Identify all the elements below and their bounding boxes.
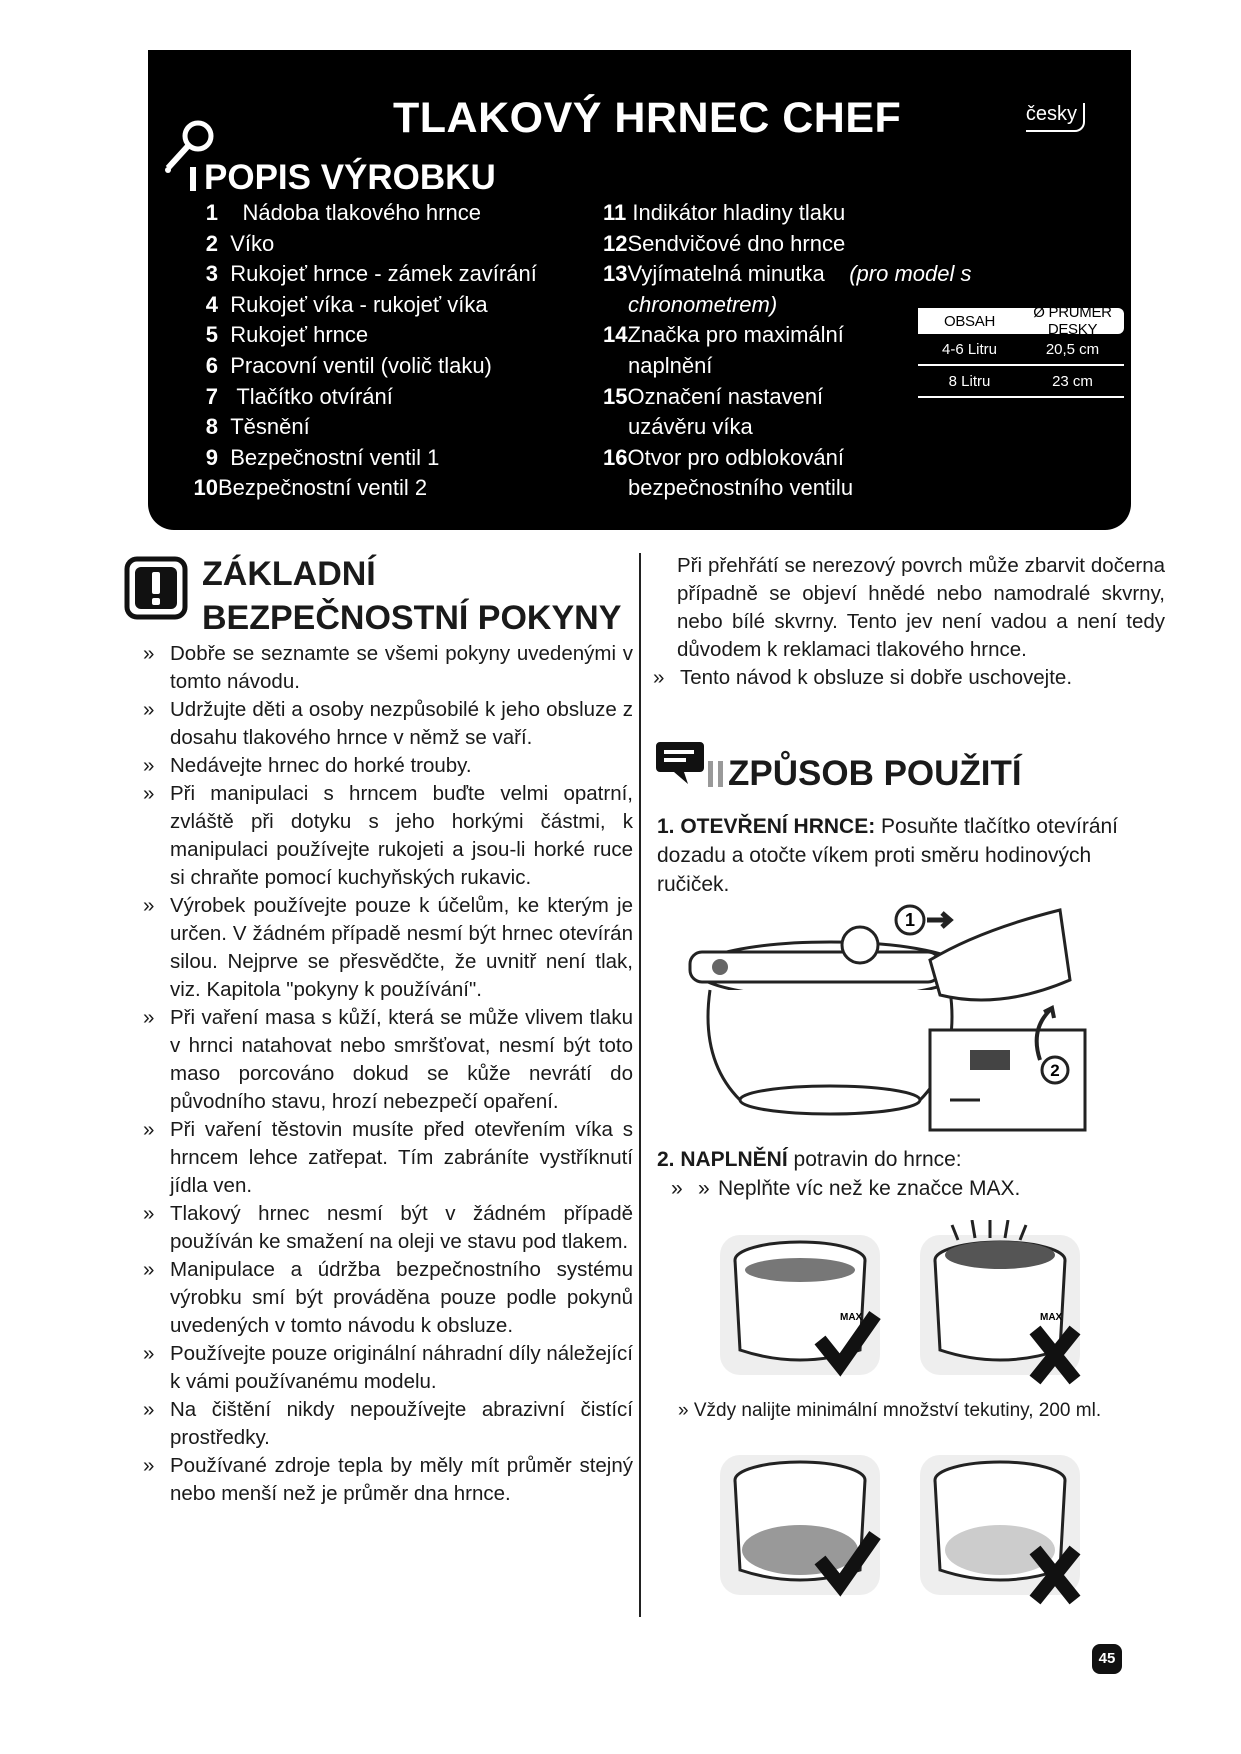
note: » Vždy nalijte minimální množství tekutiny, 200 ml. [678,1400,1102,1421]
safety-list [143,640,633,1508]
header-panel [148,50,1131,530]
list-item: » Používejte pouze originální náhradní díly náležející k vámi používanému modelu. [143,1340,633,1396]
document-title: TLAKOVÝ HRNEC CHEF [393,94,902,142]
list-item: » Udržujte děti a osoby nezpůsobilé k jeho obsluze z dosahu tlakového hrnce v němž se vaří. [143,696,633,752]
list-item: 3 Rukojeť hrnce - zámek zavírání [205,261,537,287]
table-header: OBSAH Ø PRŮMĚR DESKY [918,308,1124,334]
opening-illustration [680,900,1100,1140]
fill-level-illustration [690,1220,1110,1390]
parts-list-right [603,198,972,504]
warning-icon [124,556,188,620]
list-item: 4 Rukojeť víka - rukojeť víka [205,291,488,317]
list-item-continued: bezpečnostního ventilu [628,475,854,501]
list-item: 11 Indikátor hladiny tlaku [603,200,846,225]
safety-title: ZÁKLADNÍ BEZPEČNOSTNÍ POKYNY [202,555,622,637]
list-item: » Při manipulaci s hrncem buďte velmi opatrní, zvláště při dotyku s jeho horkými částmi, k manipulaci používejte rukojeti a jsou-li horké ruce si chraňte pomocí kuchyňských rukavic. [143,780,633,892]
step-1: 1. OTEVŘENÍ HRNCE: Posuňte tlačítko otevírání dozadu a otočte víkem proti směru hodinových ručiček. [657,815,1119,896]
max-mark: MAX [840,1312,863,1323]
table-row: 4-6 Litru 20,5 cm [918,334,1124,366]
list-item: 7 Tlačítko otvírání [205,383,393,409]
figure-label: 1 [904,910,916,930]
parts-list-left [193,198,537,504]
list-item: » » Neplňte víc než ke značce MAX. [657,1174,1157,1203]
list-item: » Při vaření těstovin musíte před otevřením víka s hrncem lehce zatřepat. Tím zabráníte vystříknutí jídla ven. [143,1116,633,1200]
column-divider [639,553,641,1617]
safety-continued [665,552,1165,692]
list-item-continued: uzávěru víka [628,414,753,440]
list-item: » Tento návod k obsluze si dobře uschovejte. [653,664,1165,692]
list-item: » Používané zdroje tepla by měly mít průměr stejný nebo menší než je průměr dna hrnce. [143,1452,633,1508]
list-item: 14Značka pro maximální [603,322,844,348]
speech-bubble-icon [654,738,706,790]
list-item: » Při vaření masa s kůží, která se může vlivem tlaku v hrnci natahovat nebo smršťovat, nesmí být toto maso porcováno dokud se kůže nevrátí do původního stavu, hrozí nebezpečí opaření. [143,1004,633,1116]
list-item: 1 Nádoba tlakového hrnce [205,200,481,225]
table-row: 8 Litru 23 cm [918,366,1124,398]
list-item: 10Bezpečnostní ventil 2 [193,475,428,501]
page-number: 45 [1092,1644,1122,1674]
list-item-continued: naplnění [628,352,713,378]
list-item-continued: chronometrem) [628,291,778,317]
list-item: » Na čištění nikdy nepoužívejte abrazivní čistící prostředky. [143,1396,633,1452]
min-liquid-illustration [690,1440,1110,1610]
list-item: 2 Víko [205,230,275,256]
list-item: » Nedávejte hrnec do horké trouby. [143,752,633,780]
section-title: POPIS VÝROBKU [190,158,496,198]
list-item: 13Vyjímatelná minutka (pro model s [603,261,972,287]
max-mark: MAX [1040,1312,1063,1323]
list-item: » Výrobek používejte pouze k účelům, ke kterým je určen. V žádném případě nesmí být hrnec otevírán silou. Nejprve se přesvědčte, že uvnitř není tlak, viz. Kapitola "pokyny k používání". [143,892,633,1004]
paragraph: Při přehřátí se nerezový povrch může zbarvit dočerna případně se objeví hnědé nebo namodralé skvrny, nebo bílé skvrny. Tento jev není vadou a není tedy důvodem k reklamaci tlakového hrnce. [677,554,1165,661]
list-item: 15Označení nastavení [603,383,824,409]
capacity-table [918,304,1124,398]
list-item: » Tlakový hrnec nesmí být v žádném případě používán ke smažení na oleji ve stavu pod tlakem. [143,1200,633,1256]
usage-title: ZPŮSOB POUŽITÍ [708,754,1022,794]
list-item: 9 Bezpečnostní ventil 1 [205,444,440,470]
list-item: » Dobře se seznamte se všemi pokyny uvedenými v tomto návodu. [143,640,633,696]
step-2: 2. NAPLNĚNÍ potravin do hrnce: » » Neplňte víc než ke značce MAX. [657,1145,1157,1203]
list-item: 16Otvor pro odblokování [603,444,844,470]
list-item: 8 Těsnění [205,414,310,440]
list-item: 12Sendvičové dno hrnce [603,230,846,256]
figure-label: 2 [1050,1061,1060,1080]
language-tab: česky [1026,103,1085,132]
list-item: 6 Pracovní ventil (volič tlaku) [205,352,492,378]
list-item: 5 Rukojeť hrnce [205,322,369,348]
list-item: » Manipulace a údržba bezpečnostního systému výrobku smí být prováděna pouze podle pokynů uvedených v tomto návodu k obsluze. [143,1256,633,1340]
